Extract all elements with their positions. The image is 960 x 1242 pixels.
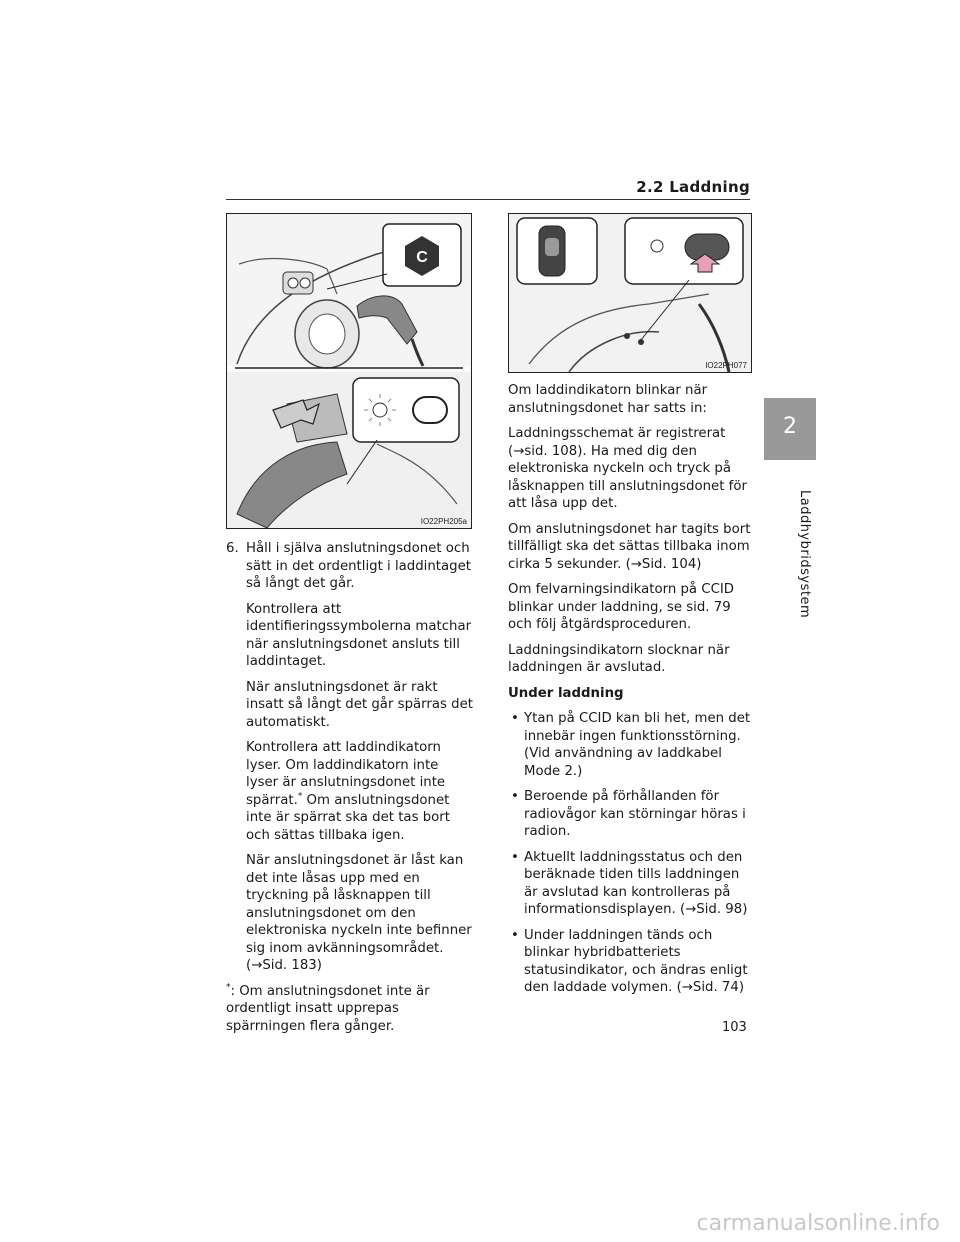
header-rule bbox=[226, 199, 750, 200]
bullet-status-display: • Aktuellt laddningsstatus och den beräknade tiden tills laddningen är avslutad kan kontrolleras på informationsdisplayen. (→Sid. 98) bbox=[508, 849, 752, 919]
subheading-during-charging: Under laddning bbox=[508, 685, 624, 701]
para-indicator-text: Kontrollera att laddindikatorn lyser. Om laddindikatorn inte lyser är anslutningsdonet inte spärrat. bbox=[246, 740, 446, 808]
badge-letter: C bbox=[416, 249, 428, 266]
page-number: 103 bbox=[722, 1020, 747, 1035]
step-6 bbox=[226, 540, 474, 593]
figure-code-left: IO22PH205a bbox=[420, 517, 467, 526]
right-column bbox=[508, 382, 752, 1005]
footnote bbox=[226, 983, 474, 1036]
footnote-mark: * bbox=[226, 982, 231, 993]
para-reinsert: Om anslutningsdonet inte är spärrat ska det tas bort och sättas tillbaka igen. bbox=[246, 792, 450, 843]
footnote-text: : Om anslutningsdonet inte är ordentligt insatt upprepas spärrningen flera gånger. bbox=[226, 983, 430, 1034]
bullet-radio: • Beroende på förhållanden för radiovågor kan störningar höras i radion. bbox=[508, 788, 752, 841]
bullet-battery-indicator: • Under laddningen tänds och blinkar hybridbatteriets statusindikator, och ändras enligt den laddade volymen. (→Sid. 74) bbox=[508, 927, 752, 997]
figure-code-right: IO22PH077 bbox=[705, 361, 747, 370]
figure-illustration-right bbox=[509, 214, 751, 372]
bullet-ccid-hot: • Ytan på CCID kan bli het, men det innebär ingen funktionsstörning. (Vid användning av laddkabel Mode 2.) bbox=[508, 710, 752, 780]
para-locked: När anslutningsdonet är låst kan det inte låsas upp med en tryckning på låsknappen till anslutningsdonet om den elektroniska nyckeln inte befinner sig inom avkänningsområdet. bbox=[246, 853, 472, 956]
chapter-tab-number: 2 bbox=[783, 414, 797, 439]
chapter-tab-label: Laddhybridsystem bbox=[797, 490, 812, 619]
section-title: 2.2 Laddning bbox=[636, 178, 750, 196]
step-text: Håll i själva anslutningsdonet och sätt in det ordentligt i laddintaget så långt det går. bbox=[246, 541, 472, 591]
para-auto-lock: När anslutningsdonet är rakt insatt så långt det går spärras det automatiskt. bbox=[246, 679, 474, 730]
para-indicator-off: Laddningsindikatorn slocknar när laddningen är avslutad. bbox=[508, 642, 730, 675]
para-blink: Om laddindikatorn blinkar när anslutningsdonet har satts in: bbox=[508, 383, 708, 416]
para-indicator-check bbox=[226, 739, 474, 844]
watermark: carmanualsonline.info bbox=[696, 1211, 940, 1236]
figure-connector-lock-button bbox=[508, 213, 752, 373]
step-number: 6. bbox=[226, 541, 239, 556]
para-reinsert-5s: Om anslutningsdonet har tagits bort tillfälligt ska det sättas tillbaka inom cirka 5 sekunder. (→Sid. 104) bbox=[508, 521, 751, 572]
figure-illustration bbox=[227, 214, 471, 528]
left-column bbox=[226, 540, 474, 1043]
footnote-mark-ref: * bbox=[297, 791, 303, 802]
para-identification: Kontrollera att identifieringssymbolerna matchar när anslutningsdonet ansluts till laddintaget. bbox=[246, 601, 472, 669]
figure-charge-connector bbox=[226, 213, 472, 529]
para-ref-183: (→Sid. 183) bbox=[246, 958, 322, 973]
para-ccid-warning: Om felvarningsindikatorn på CCID blinkar under laddning, se sid. 79 och följ åtgärdsproceduren. bbox=[508, 582, 735, 632]
para-schedule: Laddningsschemat är registrerat (→sid. 108). Ha med dig den elektroniska nyckeln och tryck på låsknappen till anslutningsdonet för att låsa upp det. bbox=[508, 426, 747, 511]
